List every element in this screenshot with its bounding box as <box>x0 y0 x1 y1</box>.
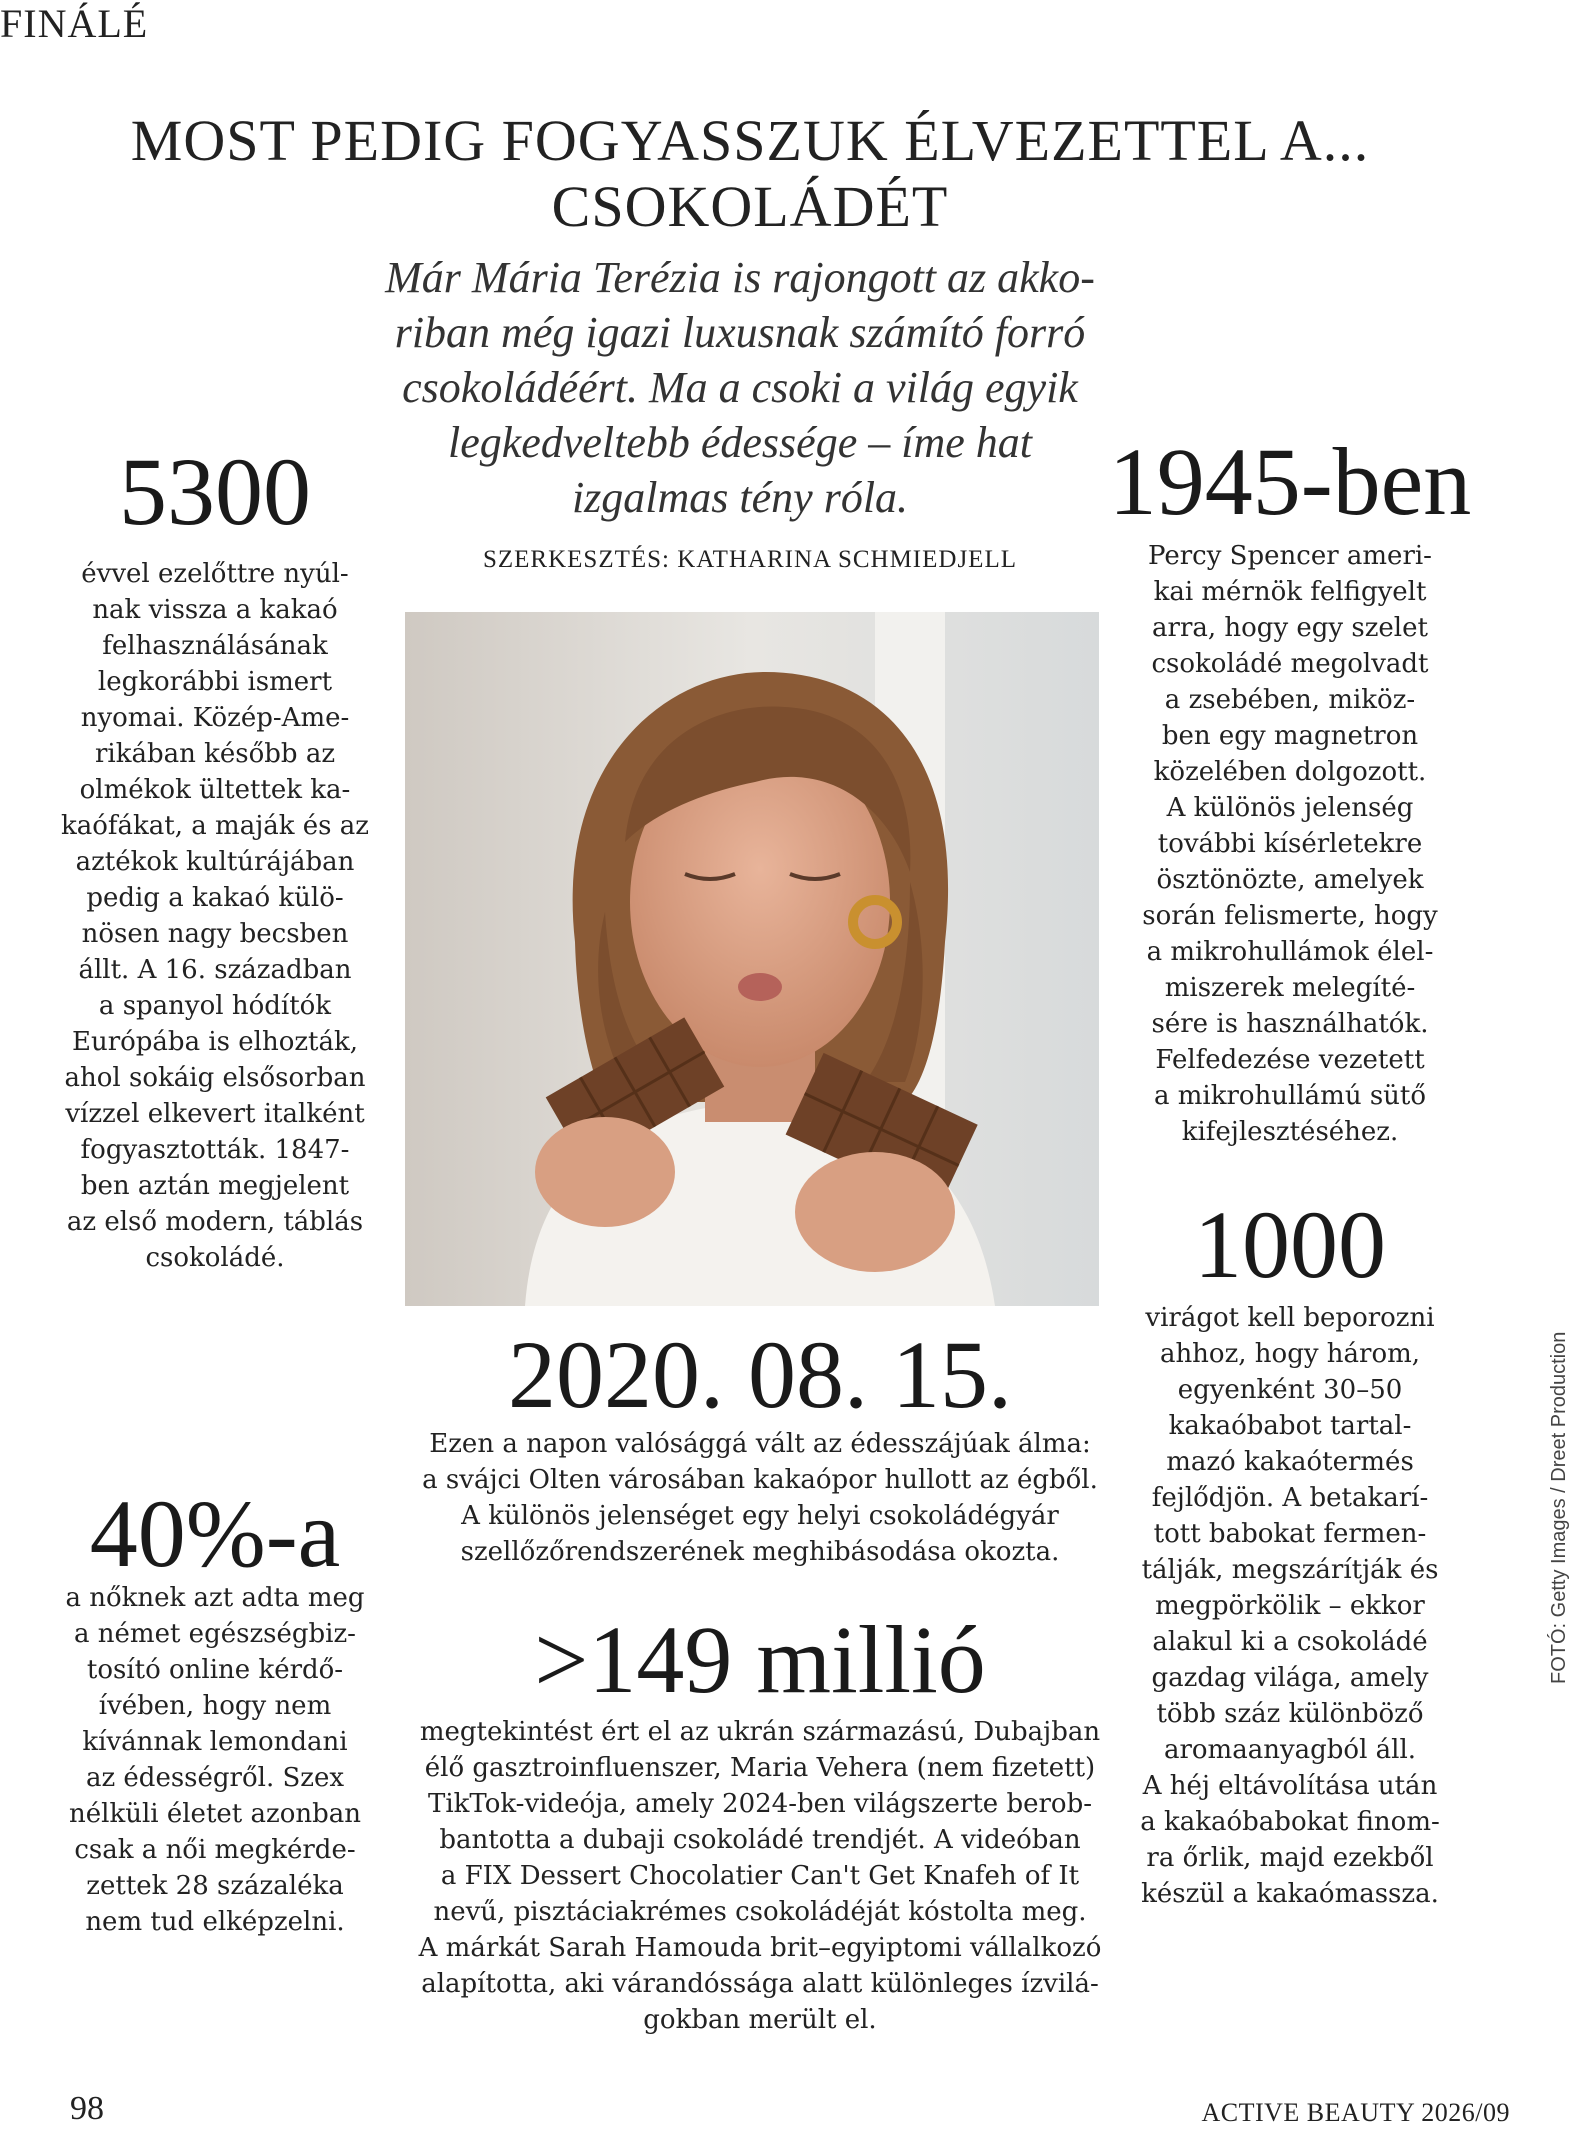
fact-149-number: >149 millió <box>534 1606 986 1713</box>
text-line: a kakaóbabokat finom- <box>1140 1807 1440 1837</box>
text-line: tott babokat fermen- <box>1153 1519 1427 1549</box>
text-line: mazó kakaótermés <box>1166 1447 1414 1477</box>
text-line: ahhoz, hogy három, <box>1159 1339 1421 1369</box>
text-line: arra, hogy egy szelet <box>1152 613 1428 643</box>
text-line: a FIX Dessert Chocolatier Can't Get Knafeh of It <box>440 1861 1080 1891</box>
text-line: a nőknek azt adta meg <box>65 1583 365 1613</box>
text-line: nevű, pisztáciakrémes csokoládéját kóstolta meg. <box>433 1897 1087 1927</box>
article-lead: Már Mária Terézia is rajongott az akko-riban még igazi luxusnak számító forró csokoládéért. Ma a csoki a világ egyik legkedveltebb édessége – íme hat izgalmas tény róla. <box>385 253 1095 522</box>
page-number: 98 <box>70 2090 104 2127</box>
text-line: megpörkölik – ekkor <box>1155 1591 1425 1621</box>
fact-40-number: 40%-a <box>89 1480 341 1587</box>
text-line: virágot kell beporozni <box>1145 1303 1435 1333</box>
text-line: bantotta a dubaji csokoládé trendjét. A videóban <box>439 1825 1081 1855</box>
text-line: egyenként 30–50 <box>1177 1375 1403 1405</box>
text-line: Percy Spencer ameri- <box>1148 541 1432 571</box>
text-line: tálják, megszárítják és <box>1141 1555 1439 1585</box>
text-line: A különös jelenség <box>1166 793 1414 823</box>
text-line: a zsebében, miköz- <box>1164 685 1416 715</box>
text-line: gokban merült el. <box>643 2005 877 2035</box>
text-line: a német egészségbiz- <box>74 1619 356 1649</box>
woman-eating-chocolate-photo <box>405 612 1099 1306</box>
text-line: a mikrohullámok élel- <box>1146 937 1434 967</box>
text-line: legkorábbi ismert <box>97 667 333 697</box>
text-line: megtekintést ért el az ukrán származású, Dubajban <box>419 1717 1101 1747</box>
text-line: ahol sokáig elsősorban <box>64 1063 366 1093</box>
text-line: A különös jelenséget egy helyi csokoládégyár <box>461 1501 1059 1531</box>
magazine-issue: ACTIVE BEAUTY 2026/09 <box>1201 2098 1510 2127</box>
text-line: nem tud elképzelni. <box>85 1907 345 1937</box>
text-line: a svájci Olten városában kakaópor hullott az égből. <box>422 1465 1098 1495</box>
text-line: készül a kakaómassza. <box>1141 1879 1439 1909</box>
text-line: alakul ki a csokoládé <box>1152 1627 1428 1657</box>
text-line: az édességről. Szex <box>85 1763 345 1793</box>
text-line: csokoládé megolvadt <box>1151 649 1429 679</box>
text-line: aztékok kultúrájában <box>75 847 355 877</box>
text-line: csak a női megkérde- <box>74 1835 356 1865</box>
title-line-2: CSOKOLÁDÉT <box>551 174 949 239</box>
text-line: további kísérletekre <box>1157 829 1423 859</box>
fact-2020-number: 2020. 08. 15. <box>508 1321 1012 1428</box>
text-line: fogyasztották. 1847- <box>80 1135 350 1165</box>
text-line: kívánnak lemondani <box>82 1727 348 1757</box>
text-line: élő gasztroinfluenszer, Maria Vehera (nem fizetett) <box>424 1753 1096 1783</box>
fact-1945-number: 1945-ben <box>1108 428 1472 535</box>
text-line: zettek 28 százaléka <box>86 1871 344 1901</box>
text-line: nak vissza a kakaó <box>92 595 338 625</box>
byline: SZERKESZTÉS: KATHARINA SCHMIEDJELL <box>482 546 1017 573</box>
text-line: nösen nagy becsben <box>81 919 349 949</box>
text-line: kai mérnök felfigyelt <box>1153 577 1427 607</box>
article-title <box>90 108 1410 240</box>
text-line: tosító online kérdő- <box>86 1655 344 1685</box>
text-line: ösztönözte, amelyek <box>1156 865 1424 895</box>
text-line: alapította, aki várandóssága alatt különleges ízvilá- <box>421 1969 1099 1999</box>
text-line: nyomai. Közép-Ame- <box>80 703 350 733</box>
text-line: csokoládé. <box>145 1243 285 1273</box>
text-line: kaófákat, a maják és az <box>61 811 369 841</box>
fact-1945-text <box>1110 538 1470 1150</box>
text-line: szellőzőrendszerének meghibásodása okozta. <box>460 1537 1060 1567</box>
fact-5300-text <box>40 556 390 1276</box>
text-line: Ezen a napon valósággá vált az édesszájúak álma: <box>429 1429 1091 1459</box>
text-line: pedig a kakaó külö- <box>86 883 344 913</box>
text-line: kakaóbabot tartal- <box>1168 1411 1412 1441</box>
fact-2020-text <box>400 1426 1120 1570</box>
text-line: állt. A 16. században <box>78 955 352 985</box>
text-line: az első modern, táblás <box>66 1207 364 1237</box>
text-line: A márkát Sarah Hamouda brit–egyiptomi vállalkozó <box>418 1933 1102 1963</box>
text-line: ben aztán megjelent <box>80 1171 350 1201</box>
fact-5300-number: 5300 <box>119 438 311 545</box>
text-line: nélküli életet azonban <box>69 1799 361 1829</box>
text-line: kifejlesztéséhez. <box>1181 1117 1399 1147</box>
text-line: olmékok ültettek ka- <box>79 775 351 805</box>
text-line: Felfedezése vezetett <box>1155 1045 1425 1075</box>
text-line: a mikrohullámú sütő <box>1153 1081 1427 1111</box>
title-line-1: MOST PEDIG FOGYASSZUK ÉLVEZETTEL A... <box>130 108 1370 173</box>
text-line: ben egy magnetron <box>1161 721 1419 751</box>
text-line: miszerek melegíté- <box>1164 973 1416 1003</box>
fact-149-text <box>400 1714 1120 2038</box>
text-line: ra őrlik, majd ezekből <box>1146 1843 1434 1873</box>
text-line: közelében dolgozott. <box>1153 757 1427 787</box>
text-line: felhasználásának <box>102 631 328 661</box>
text-line: évvel ezelőttre nyúl- <box>81 559 349 589</box>
text-line: aromaanyagból áll. <box>1163 1735 1417 1765</box>
text-line: vízzel elkevert italként <box>65 1099 365 1129</box>
section-label: FINÁLÉ <box>0 1 149 46</box>
text-line: során felismerte, hogy <box>1142 901 1438 931</box>
text-line: rikában később az <box>94 739 336 769</box>
text-line: a spanyol hódítók <box>98 991 332 1021</box>
text-line: fejlődjön. A betakarí- <box>1151 1483 1429 1513</box>
text-line: gazdag világa, amely <box>1151 1663 1429 1693</box>
text-line: TikTok-videója, amely 2024-ben világszerte berob- <box>427 1789 1092 1819</box>
fact-40-text <box>40 1580 390 1940</box>
fact-1000-text <box>1110 1300 1470 1912</box>
fact-1000-number: 1000 <box>1194 1191 1386 1298</box>
text-line: több száz különböző <box>1156 1699 1424 1729</box>
photo-credit: FOTÓ: Getty Images / Dreet Production <box>1548 1331 1570 1684</box>
text-line: ívében, hogy nem <box>98 1691 332 1721</box>
text-line: sére is használhatók. <box>1151 1009 1429 1039</box>
text-line: A héj eltávolítása után <box>1142 1771 1438 1801</box>
text-line: Európába is elhozták, <box>71 1027 359 1057</box>
